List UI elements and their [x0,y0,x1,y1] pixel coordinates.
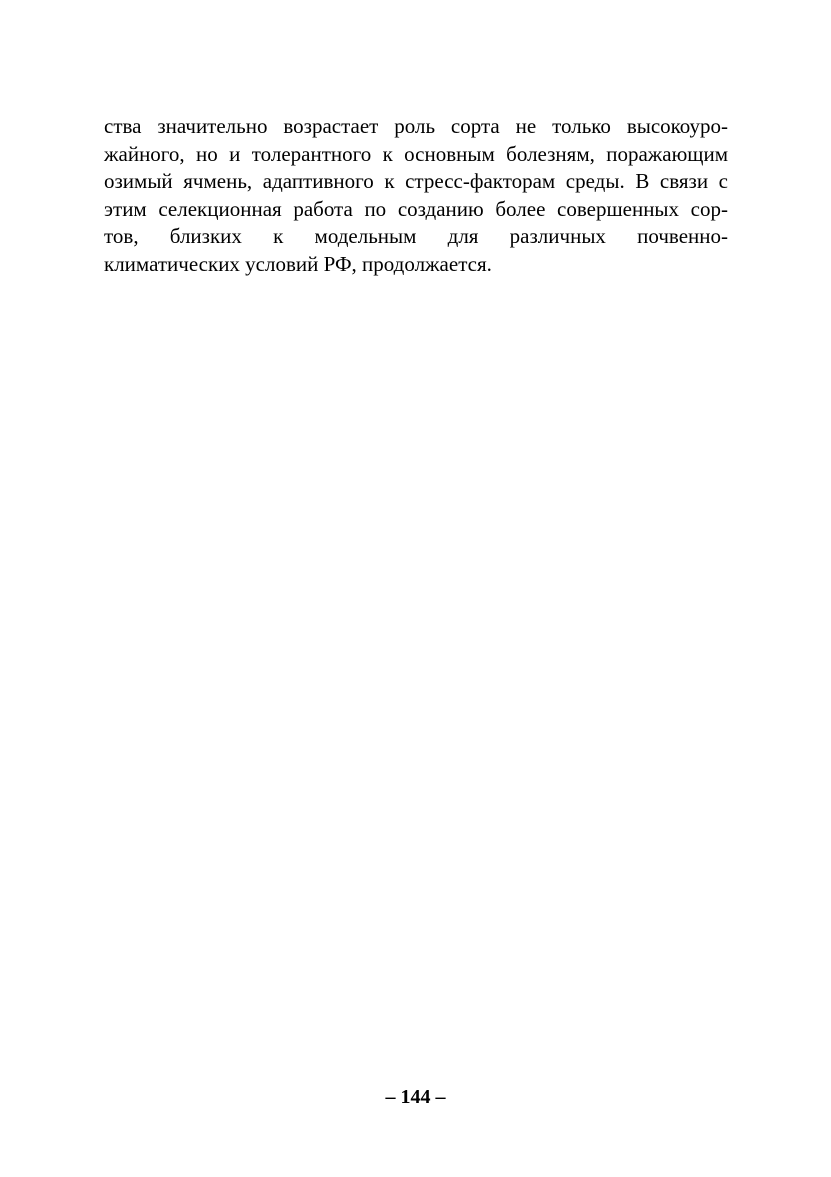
page-number: – 144 – [385,1086,446,1108]
paragraph-line: этим селекционная работа по созданию более совершенных сор- [104,196,728,221]
paragraph-line: тов, близких к модельным для различных почвенно- [104,224,728,248]
paragraph-line: климатических условий РФ, продолжается. [104,251,492,276]
body-paragraph [104,113,728,278]
paragraph-line: жайного, но и толерантного к основным болезням, поражающим [104,141,728,166]
paragraph-line: ства значительно возрастает роль сорта не только высокоуро- [104,114,728,138]
paragraph-line: озимый ячмень, адаптивного к стресс-факторам среды. В связи с [104,169,728,193]
